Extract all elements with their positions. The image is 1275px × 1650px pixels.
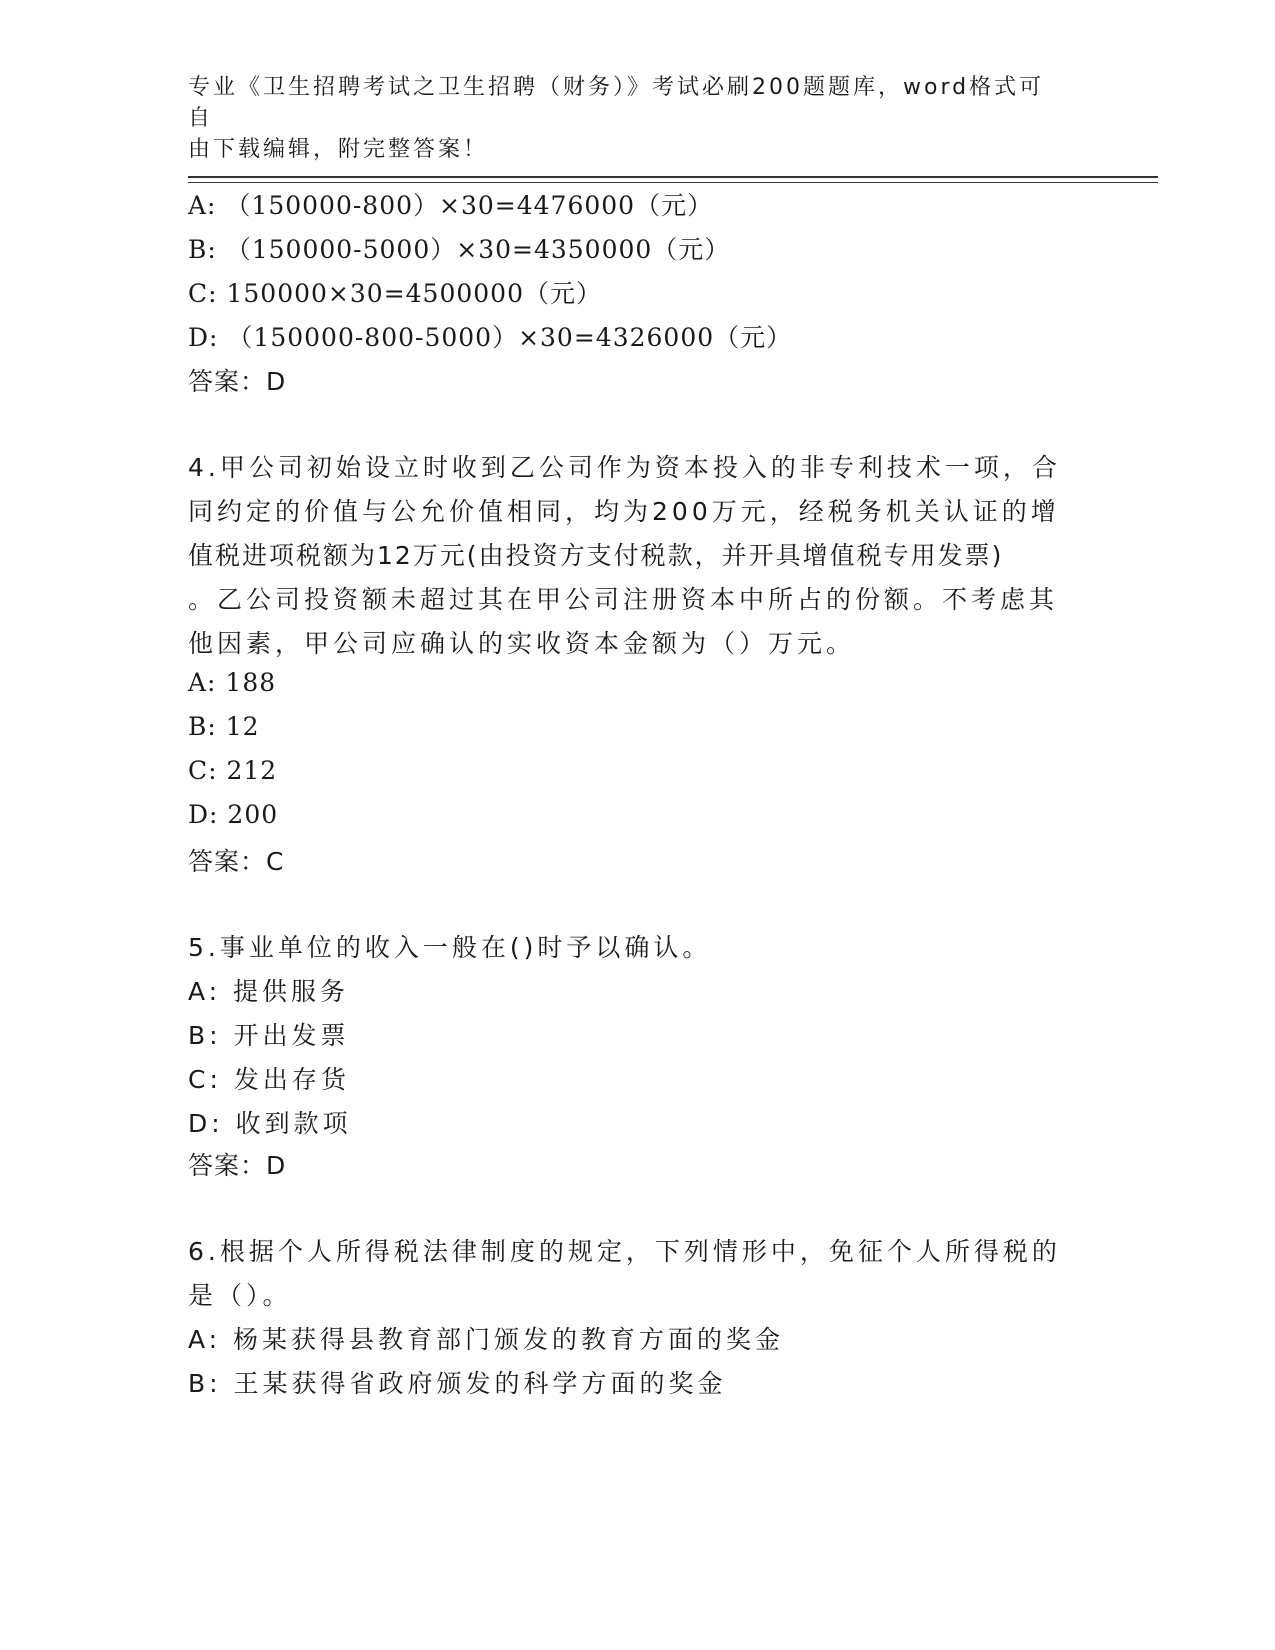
q6-option-b: B: 王某获得省政府颁发的科学方面的奖金 xyxy=(188,1369,727,1398)
q4-option-d: D: 200 xyxy=(188,800,279,829)
q5-option-c: C: 发出存货 xyxy=(188,1065,350,1094)
q4-text-line-5: 他因素，甲公司应确认的实收资本金额为（）万元。 xyxy=(188,629,856,658)
q4-option-a: A: 188 xyxy=(188,668,277,697)
q4-text-line-1: 4.甲公司初始设立时收到乙公司作为资本投入的非专利技术一项，合 xyxy=(188,453,1061,482)
q4-text-line-4: 。乙公司投资额未超过其在甲公司注册资本中所占的份额。不考虑其 xyxy=(188,585,1059,614)
q3-option-a: A: （150000-800）×30=4476000（元） xyxy=(188,191,714,220)
q4-text-line-3: 值税进项税额为12万元(由投资方支付税款，并开具增值税专用发票) xyxy=(188,541,1004,570)
q4-answer: 答案：C xyxy=(188,847,285,876)
document-header xyxy=(188,72,1068,165)
header-divider-thin xyxy=(188,182,1158,183)
q5-text-line-1: 5.事业单位的收入一般在()时予以确认。 xyxy=(188,933,712,962)
q6-text-line-1: 6.根据个人所得税法律制度的规定，下列情形中，免征个人所得税的 xyxy=(188,1237,1061,1266)
q4-option-b: B: 12 xyxy=(188,712,260,741)
q3-answer: 答案：D xyxy=(188,367,287,396)
q3-option-d: D: （150000-800-5000）×30=4326000（元） xyxy=(188,323,793,352)
header-title-line-2: 由下载编辑，附完整答案！ xyxy=(188,137,489,162)
q6-option-a: A: 杨某获得县教育部门颁发的教育方面的奖金 xyxy=(188,1325,785,1354)
header-divider-thick xyxy=(188,176,1158,178)
header-title-line-1: 专业《卫生招聘考试之卫生招聘（财务）》考试必刷200题题库，word格式可自 xyxy=(188,75,1045,131)
q5-option-b: B: 开出发票 xyxy=(188,1021,350,1050)
q5-answer: 答案：D xyxy=(188,1151,287,1180)
q5-option-d: D: 收到款项 xyxy=(188,1109,352,1138)
q4-option-c: C: 212 xyxy=(188,756,278,785)
q3-option-b: B: （150000-5000）×30=4350000（元） xyxy=(188,235,731,264)
q6-text-line-2: 是（）。 xyxy=(188,1281,292,1310)
q3-option-c: C: 150000×30=4500000（元） xyxy=(188,279,602,308)
q4-text-line-2: 同约定的价值与公允价值相同，均为200万元，经税务机关认证的增 xyxy=(188,497,1060,526)
q5-option-a: A: 提供服务 xyxy=(188,977,350,1006)
